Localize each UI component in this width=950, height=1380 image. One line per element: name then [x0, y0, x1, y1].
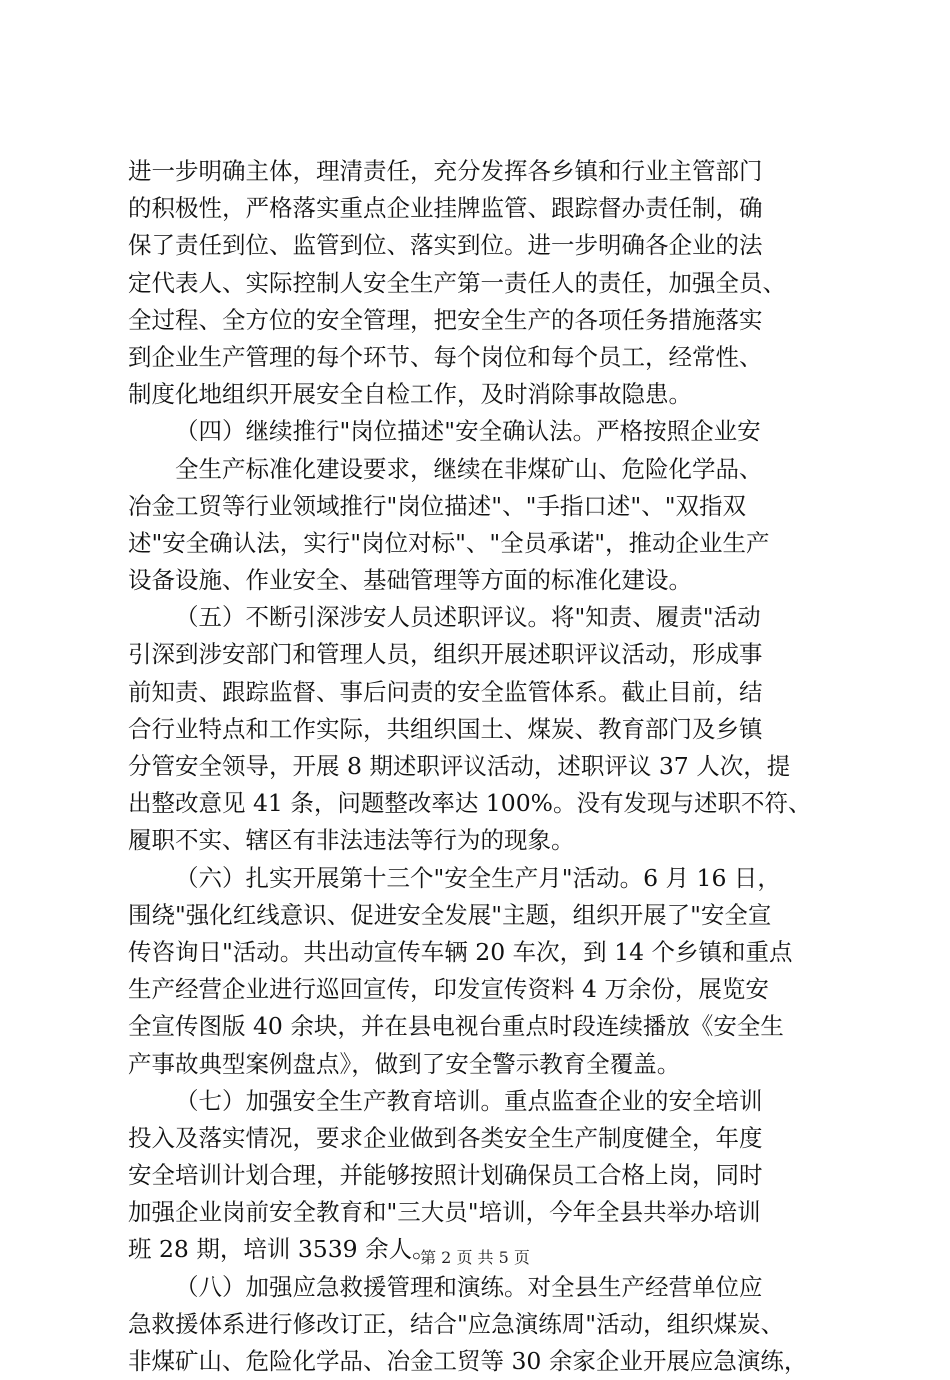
page-number-footer: 第 2 页 共 5 页 [420, 1248, 530, 1267]
text-line: 述"安全确认法，实行"岗位对标"、"全员承诺"，推动企业生产 [128, 528, 770, 557]
text-line: 合行业特点和工作实际，共组织国土、煤炭、教育部门及乡镇 [128, 714, 763, 743]
text-line: 安全培训计划合理，并能够按照计划确保员工合格上岗，同时 [128, 1161, 763, 1190]
text-line: 到企业生产管理的每个环节、每个岗位和每个员工，经常性、 [128, 342, 763, 371]
text-line: 冶金工贸等行业领域推行"岗位描述"、"手指口述"、"双指双 [128, 491, 747, 520]
paragraph-first-line: （四）继续推行"岗位描述"安全确认法。严格按照企业安 [175, 417, 761, 446]
text-line: 前知责、跟踪监督、事后问责的安全监管体系。截止目前，结 [128, 677, 763, 706]
text-line: 全过程、全方位的安全管理，把安全生产的各项任务措施落实 [128, 305, 763, 334]
text-line: 设备设施、作业安全、基础管理等方面的标准化建设。 [128, 566, 692, 595]
paragraph-first-line: （七）加强安全生产教育培训。重点监查企业的安全培训 [175, 1086, 763, 1115]
text-line: 保了责任到位、监管到位、落实到位。进一步明确各企业的法 [128, 231, 763, 260]
text-line: 引深到涉安部门和管理人员，组织开展述职评议活动，形成事 [128, 640, 763, 669]
text-line: 生产经营企业进行巡回宣传，印发宣传资料 4 万余份，展览安 [128, 975, 769, 1004]
text-line: 进一步明确主体，理清责任，充分发挥各乡镇和行业主管部门 [128, 157, 763, 185]
text-line: 班 28 期，培训 3539 余人。 [128, 1235, 436, 1264]
text-line: 出整改意见 41 条，问题整改率达 100%。没有发现与述职不符、 [128, 789, 812, 818]
text-line: 产事故典型案例盘点》，做到了安全警示教育全覆盖。 [128, 1049, 681, 1078]
text-line: 全宣传图版 40 余块，并在县电视台重点时段连续播放《安全生 [128, 1012, 784, 1041]
text-line: 分管安全领导，开展 8 期述职评议活动，述职评议 37 人次，提 [128, 752, 791, 780]
text-line: 定代表人、实际控制人安全生产第一责任人的责任，加强全员、 [128, 268, 786, 297]
text-line: 履职不实、辖区有非法违法等行为的现象。 [128, 826, 575, 855]
text-line: 围绕"强化红线意识、促进安全发展"主题，组织开展了"安全宣 [128, 900, 772, 929]
text-line: 的积极性，严格落实重点企业挂牌监管、跟踪督办责任制，确 [128, 194, 763, 223]
paragraph-first-line: （八）加强应急救援管理和演练。对全县生产经营单位应 [175, 1272, 763, 1301]
text-line: 加强企业岗前安全教育和"三大员"培训，今年全县共举办培训 [128, 1198, 761, 1227]
text-line: 传咨询日"活动。共出动宣传车辆 20 车次，到 14 个乡镇和重点 [128, 937, 793, 966]
text-line: 非煤矿山、危险化学品、冶金工贸等 30 余家企业开展应急演练， [128, 1347, 808, 1375]
text-line: 急救援体系进行修改订正，结合"应急演练周"活动，组织煤炭、 [128, 1309, 785, 1338]
paragraph-first-line: 全生产标准化建设要求，继续在非煤矿山、危险化学品、 [175, 454, 763, 483]
document-body [128, 153, 838, 1380]
text-line: 投入及落实情况，要求企业做到各类安全生产制度健全，年度 [128, 1123, 763, 1152]
paragraph-first-line: （六）扎实开展第十三个"安全生产月"活动。6 月 16 日， [175, 863, 781, 892]
text-line: 制度化地组织开展安全自检工作，及时消除事故隐患。 [128, 380, 692, 409]
paragraph-first-line: （五）不断引深涉安人员述职评议。将"知责、履责"活动 [175, 603, 761, 632]
